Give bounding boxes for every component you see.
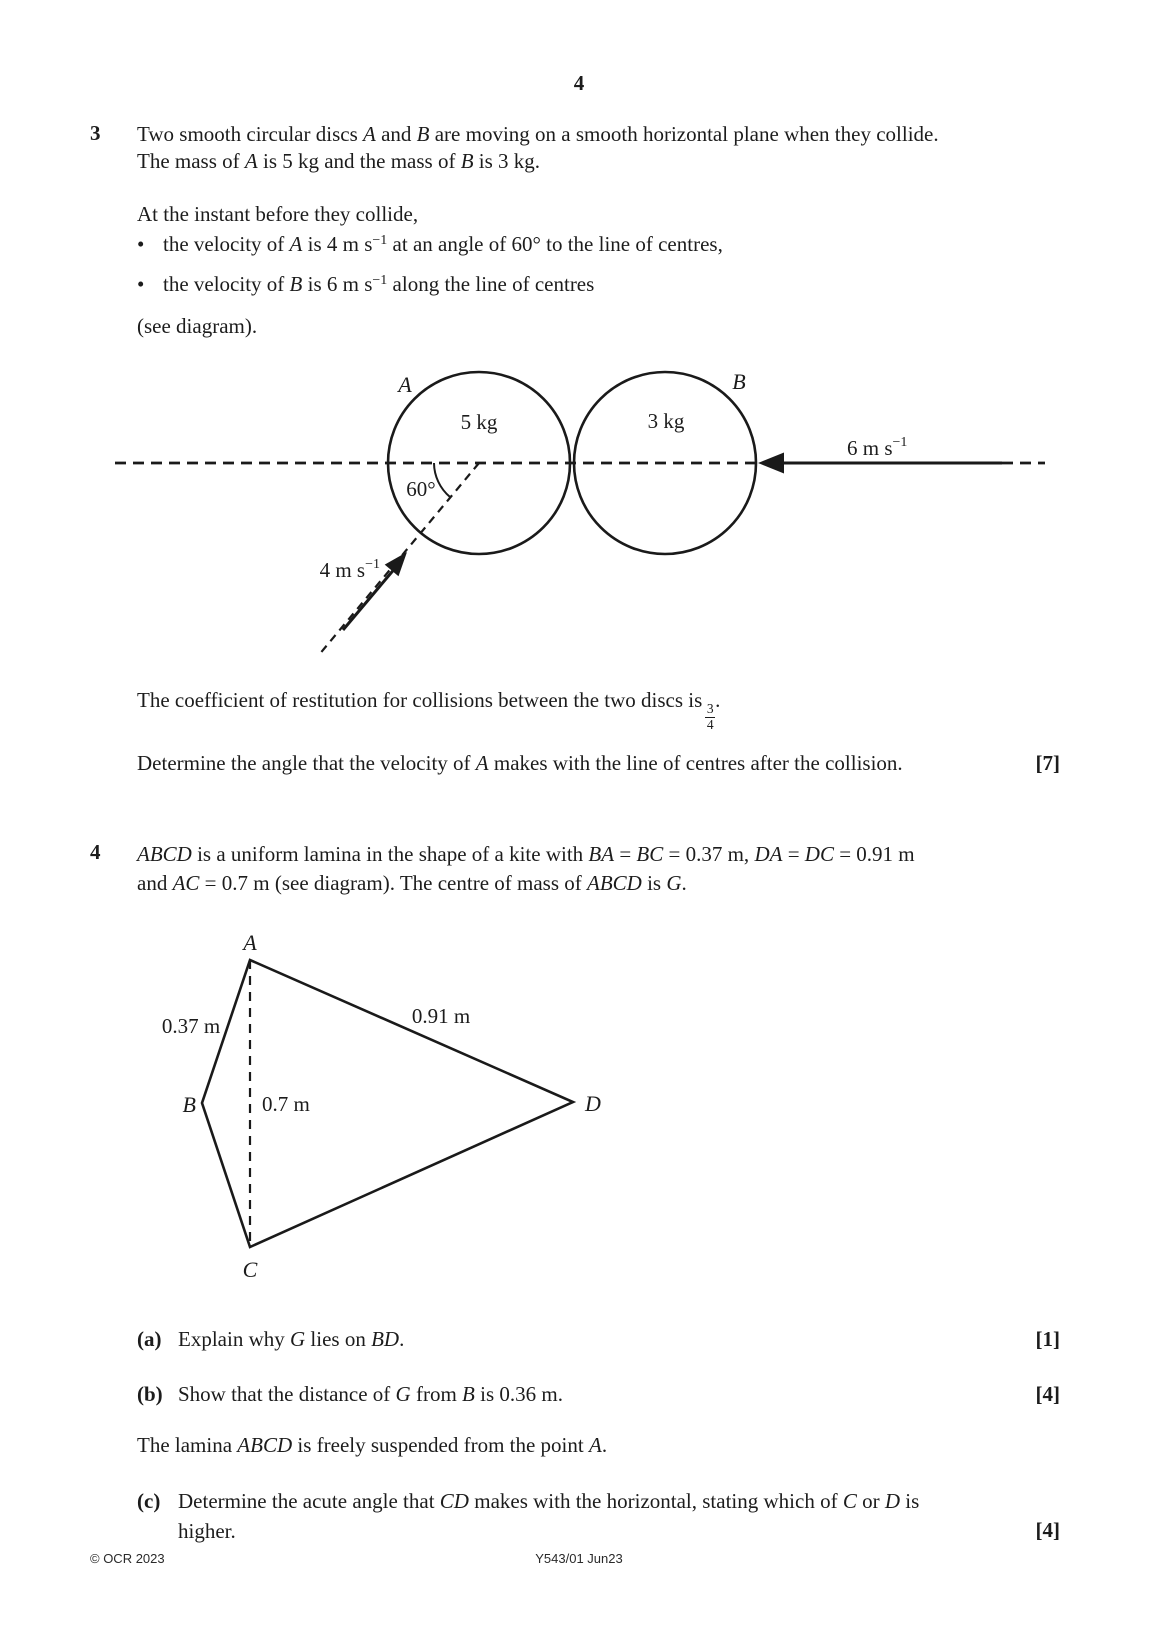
footer-paper-code: Y543/01 Jun23 xyxy=(535,1551,623,1566)
q4-part-c-text xyxy=(178,1486,1060,1546)
q4-part-a-label: (a) xyxy=(137,1327,162,1351)
q4-part-c-mark: [4] xyxy=(1035,1518,1060,1542)
diagonal-ac-length-label: 0.7 m xyxy=(262,1092,310,1116)
q4-part-a-mark: [1] xyxy=(1035,1327,1060,1351)
q3-mark: [7] xyxy=(1035,751,1060,775)
disc-b-label: B xyxy=(732,369,746,394)
q4-part-a xyxy=(137,1326,1060,1353)
angle-label: 60° xyxy=(406,477,436,501)
disc-a-label: A xyxy=(398,372,412,397)
vertex-d-label: D xyxy=(585,1091,601,1116)
discs-diagram xyxy=(115,369,1045,656)
side-ba-length-label: 0.37 m xyxy=(161,1014,221,1038)
q4-suspended-line: The lamina ABCD is freely suspended from the point A. xyxy=(137,1433,608,1457)
vertex-b-label: B xyxy=(182,1092,196,1117)
q3-before-collide-line: At the instant before they collide, xyxy=(137,202,419,226)
angle-arc xyxy=(434,463,450,497)
q4-part-c xyxy=(137,1486,1060,1546)
q4-part-a-text: Explain why G lies on BD. xyxy=(178,1327,405,1351)
q4-part-c-line-2: higher. xyxy=(178,1519,236,1543)
question-3-intro-text xyxy=(137,121,1060,175)
side-da-length-label: 0.91 m xyxy=(411,1004,471,1028)
q3-intro-line-1: Two smooth circular discs A and B are moving on a smooth horizontal plane when they collide. xyxy=(137,122,939,146)
q3-bullet-1 xyxy=(137,231,723,261)
q4-part-b-mark: [4] xyxy=(1035,1382,1060,1406)
kite-outline xyxy=(202,960,573,1247)
velocity-a-label: 4 m $s^{-1}$ xyxy=(319,557,380,582)
q3-bullet-1-text: the velocity of A is 4 m $s^{-1}$ at an angle of 60° to the line of centres, xyxy=(163,232,723,256)
question-4-intro xyxy=(90,840,1060,898)
footer-copyright: © OCR 2023 xyxy=(90,1551,165,1566)
q3-see-diagram-line: (see diagram). xyxy=(137,314,258,338)
q3-coefficient-text: The coefficient of restitution for collisions between the two discs is $\frac{3}{4}$ . xyxy=(137,688,721,732)
vertex-a-label: A xyxy=(243,930,257,955)
q3-intro-line-2: The mass of A is 5 kg and the mass of B is 3 kg. xyxy=(137,149,541,173)
q4-part-c-label: (c) xyxy=(137,1489,161,1513)
q4-part-b-text: Show that the distance of G from B is 0.36 m. xyxy=(178,1382,563,1406)
disc-a-mass-label: 5 kg xyxy=(460,410,498,434)
question-3-number: 3 xyxy=(90,121,101,145)
bullet-icon: • xyxy=(137,232,145,256)
velocity-b-label: 6 m $s^{-1}$ xyxy=(847,435,908,460)
q3-bullet-2-text: the velocity of B is 6 m $s^{-1}$ along the line of centres xyxy=(163,272,595,296)
q4-part-b xyxy=(137,1381,1060,1408)
question-3-intro xyxy=(90,121,1060,175)
disc-b-mass-label: 3 kg xyxy=(647,409,685,433)
bullet-icon: • xyxy=(137,272,145,296)
question-4-intro-text xyxy=(137,840,1060,898)
velocity-b-arrowhead-icon xyxy=(758,453,784,474)
q3-bullet-2 xyxy=(137,271,594,301)
q4-intro-line-1: ABCD is a uniform lamina in the shape of a kite with BA = BC = 0.37 m, DA = DC = 0.91 m xyxy=(137,842,915,866)
q4-part-b-label: (b) xyxy=(137,1382,163,1406)
question-4-number: 4 xyxy=(90,840,101,864)
q3-determine-row xyxy=(137,750,1060,777)
q3-coefficient-line xyxy=(137,688,721,732)
q4-part-c-line-1: Determine the acute angle that CD makes with the horizontal, stating which of C or D is xyxy=(178,1489,920,1513)
q4-intro-line-2: and AC = 0.7 m (see diagram). The centre of mass of ABCD is G. xyxy=(137,871,687,895)
kite-diagram xyxy=(162,930,601,1282)
q3-determine-text: Determine the angle that the velocity of A makes with the line of centres after the collision. xyxy=(137,751,903,775)
page-number: 4 xyxy=(573,71,585,95)
vertex-c-label: C xyxy=(242,1257,258,1282)
